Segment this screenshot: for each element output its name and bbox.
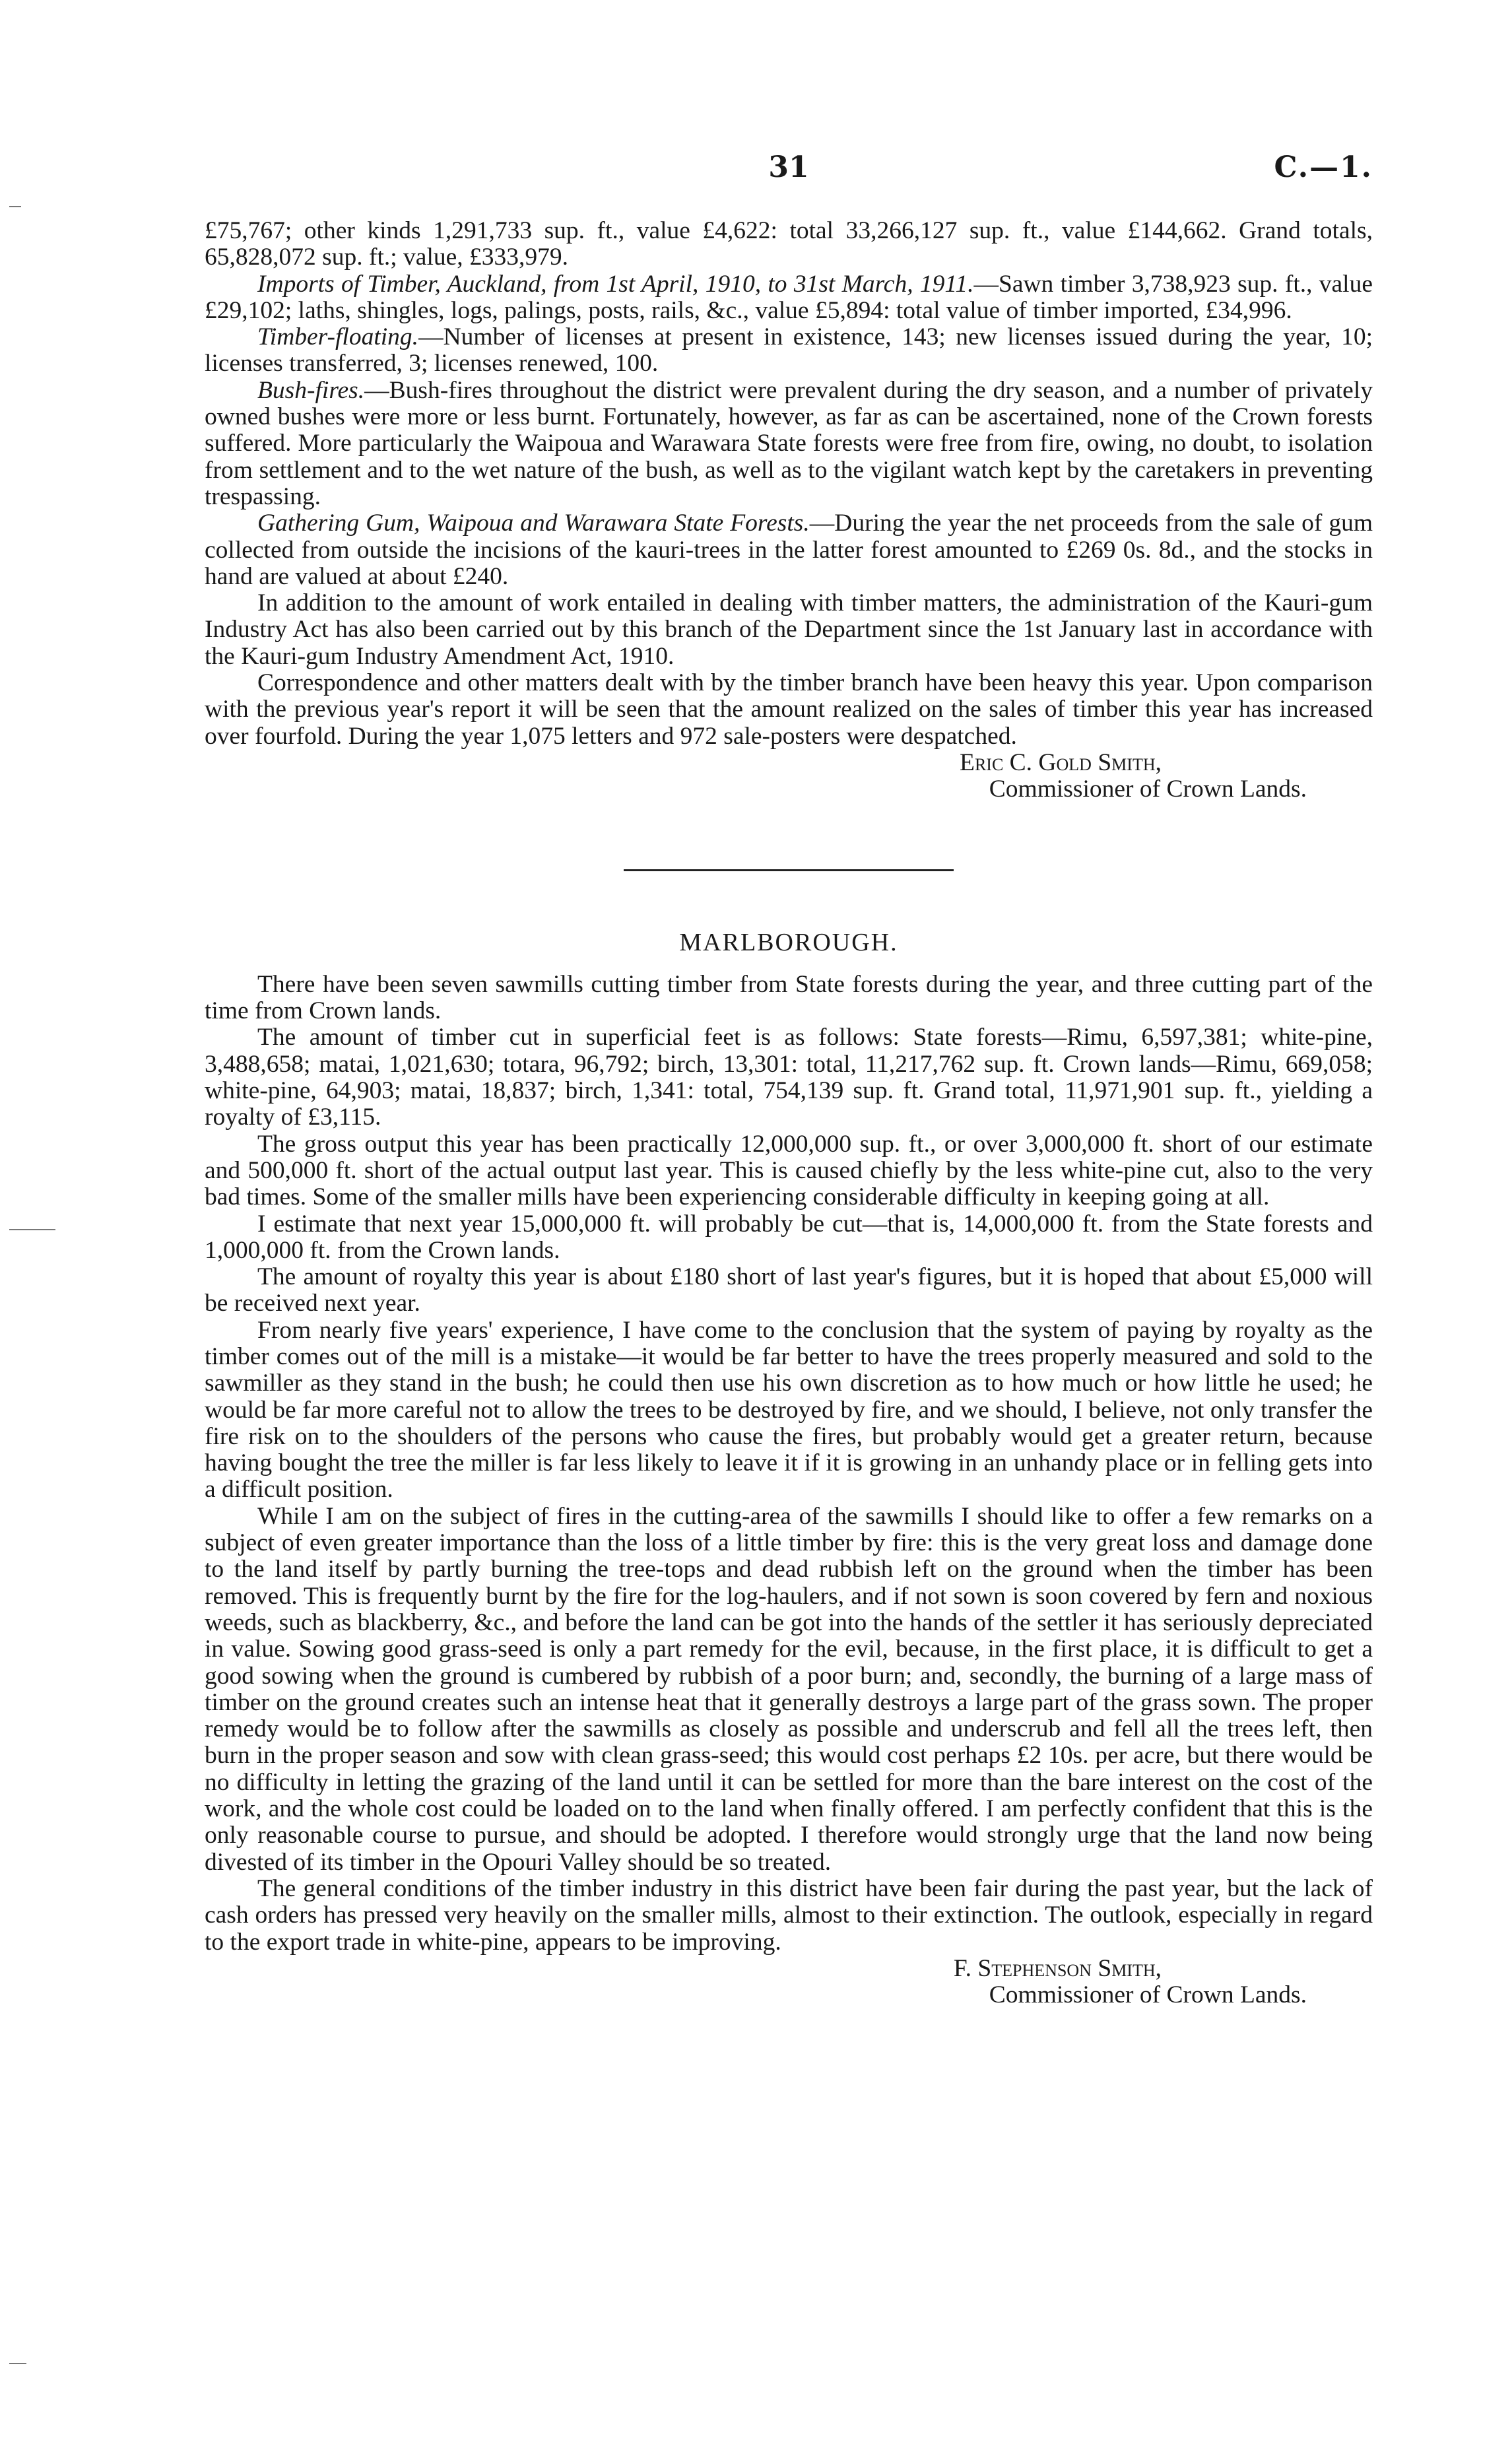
section-divider (624, 869, 954, 871)
page-number: 31 (768, 150, 809, 184)
document-reference: C.—1. (1274, 150, 1373, 184)
paragraph: The gross output this year has been practically 12,000,000 sup. ft., or over 3,000,000 ft. short of our estimate and 500,000 ft. short of the actual output last year. This is caused chiefly by the less white-pine cut, also to the very bad times. Some of the smaller mills have been experiencing considerable difficulty in keeping going at all. (205, 1130, 1373, 1211)
paragraph: The amount of timber cut in superficial feet is as follows: State forests—Rimu, 6,597,381; white-pine, 3,488,658; matai, 1,021,630; totara, 96,792; birch, 13,301: total, 11,217,762 sup. ft. Crown lands—Rimu, 669,058; white-pine, 64,903; matai, 18,837; birch, 1,341: total, 754,139 sup. ft. Grand total, 11,971,901 sup. ft., yielding a royalty of £3,115. (205, 1024, 1373, 1131)
paragraph: The amount of royalty this year is about £180 short of last year's figures, but it is hoped that about £5,000 will be received next year. (205, 1263, 1373, 1317)
paragraph-heading: Timber-floating. (257, 323, 419, 351)
signature-block (205, 750, 1373, 776)
signatory-title: Commissioner of Crown Lands. (989, 776, 1307, 803)
signatory-title: Commissioner of Crown Lands. (989, 1981, 1307, 2009)
paragraph: Timber-floating.—Number of licenses at present in existence, 143; new licenses issued during the year, 10; licenses transferred, 3; licenses renewed, 100. (205, 323, 1373, 378)
paragraph: Gathering Gum, Waipoua and Warawara State Forests.—During the year the net proceeds from the sale of gum collected from outside the incisions of the kauri-trees in the latter forest amounted to £269 0s. 8d., and the stocks in hand are valued at about £240. (205, 510, 1373, 590)
paragraph: While I am on the subject of fires in the cutting-area of the sawmills I should like to offer a few remarks on a subject of even greater importance than the loss of a little timber by fire: this is the very great loss and damage done to the land itself by partly burning the tree-tops and dead rubbish left on the ground when the timber has been removed. This is frequently burnt by the fire for the log-haulers, and if not sown is soon covered by fern and noxious weeds, such as blackberry, &c., and before the land can be got into the hands of the settler it has seriously depreciated in value. Sowing good grass-seed is only a part remedy for the evil, because, in the first place, it is difficult to get a good sowing when the ground is cumbered by rubbish of a poor burn; and, secondly, the burning of a large mass of timber on the ground creates such an intense heat that it generally destroys a large part of the grass sown. The proper remedy would be to follow after the sawmills as closely as possible and underscrub and fell all the trees left, then burn in the proper season and sow with clean grass-seed; this would cost perhaps £2 10s. per acre, but there would be no difficulty in letting the grazing of the land until it can be settled for more than the bare interest on the cost of the work, and the whole cost could be loaded on to the land when finally offered. I am perfectly confident that this is the only reasonable course to pursue, and should be adopted. I therefore would strongly urge that the land now being divested of its timber in the Opouri Valley should be so treated. (205, 1502, 1373, 1876)
paragraph: The general conditions of the timber industry in this district have been fair during the past year, but the lack of cash orders has pressed very heavily on the smaller mills, almost to their extinction. The outlook, especially in regard to the export trade in white-pine, appears to be improving. (205, 1874, 1373, 1956)
paragraph: £75,767; other kinds 1,291,733 sup. ft., value £4,622: total 33,266,127 sup. ft., value £144,662. Grand totals, 65,828,072 sup. ft.; value, £333,979. (205, 217, 1373, 271)
margin-mark (9, 206, 21, 207)
paragraph-heading: Gathering Gum, Waipoua and Warawara State Forests. (257, 510, 810, 537)
paragraph: Correspondence and other matters dealt with by the timber branch have been heavy this year. Upon comparison with the previous year's report it will be seen that the amount realized on the sales of timber this year has increased over fourfold. During the year 1,075 letters and 972 sale-posters were despatched. (205, 669, 1373, 750)
paragraph-heading: Imports of Timber, Auckland, from 1st April, 1910, to 31st March, 1911. (257, 270, 974, 298)
paragraph: There have been seven sawmills cutting timber from State forests during the year, and three cutting part of the time from Crown lands. (205, 970, 1373, 1025)
margin-mark (9, 1229, 55, 1230)
paragraph: In addition to the amount of work entailed in dealing with timber matters, the administration of the Kauri-gum Industry Act has also been carried out by this branch of the Department since the 1st January last in accordance with the Kauri-gum Industry Amendment Act, 1910. (205, 589, 1373, 670)
signature-block (205, 1956, 1373, 1982)
paragraph: Bush-fires.—Bush-fires throughout the district were prevalent during the dry season, and a number of privately owned bushes were more or less burnt. Fortunately, however, as far as can be ascertained, none of the Crown forests suffered. More particularly the Waipoua and Warawara State forests were free from fire, owing, no doubt, to isolation from settlement and to the wet nature of the bush, as well as to the vigilant watch kept by the caretakers in preventing trespassing. (205, 376, 1373, 510)
margin-mark (9, 2363, 26, 2364)
page-header (205, 150, 1373, 197)
report-body (205, 218, 1373, 2008)
section-title: MARLBOROUGH. (679, 928, 898, 956)
signature-block (205, 1982, 1373, 2008)
signatory-name: Eric C. Gold Smith, (960, 748, 1162, 776)
paragraph-heading: Bush-fires. (257, 376, 365, 404)
signatory-name: F. Stephenson Smith, (953, 1954, 1162, 1982)
paragraph: From nearly five years' experience, I have come to the conclusion that the system of paying by royalty as the timber comes out of the mill is a mistake—it would be far better to have the trees properly measured and sold to the sawmiller as they stand in the bush; he could then use his own discretion as to how much or how little he used; he would be far more careful not to allow the trees to be destroyed by fire, and we should, I believe, not only transfer the fire risk on to the shoulders of the persons who cause the fires, but probably would get a greater return, because having bought the tree the miller is far less likely to leave it if it is growing in an unhandy place or in felling gets into a difficult position. (205, 1316, 1373, 1504)
paragraph: Imports of Timber, Auckland, from 1st April, 1910, to 31st March, 1911.—Sawn timber 3,738,923 sup. ft., value £29,102; laths, shingles, logs, palings, posts, rails, &c., value £5,894: total value of timber imported, £34,996. (205, 270, 1373, 324)
signature-block (205, 776, 1373, 803)
paragraph: I estimate that next year 15,000,000 ft. will probably be cut—that is, 14,000,000 ft. from the State forests and 1,000,000 ft. from the Crown lands. (205, 1210, 1373, 1264)
